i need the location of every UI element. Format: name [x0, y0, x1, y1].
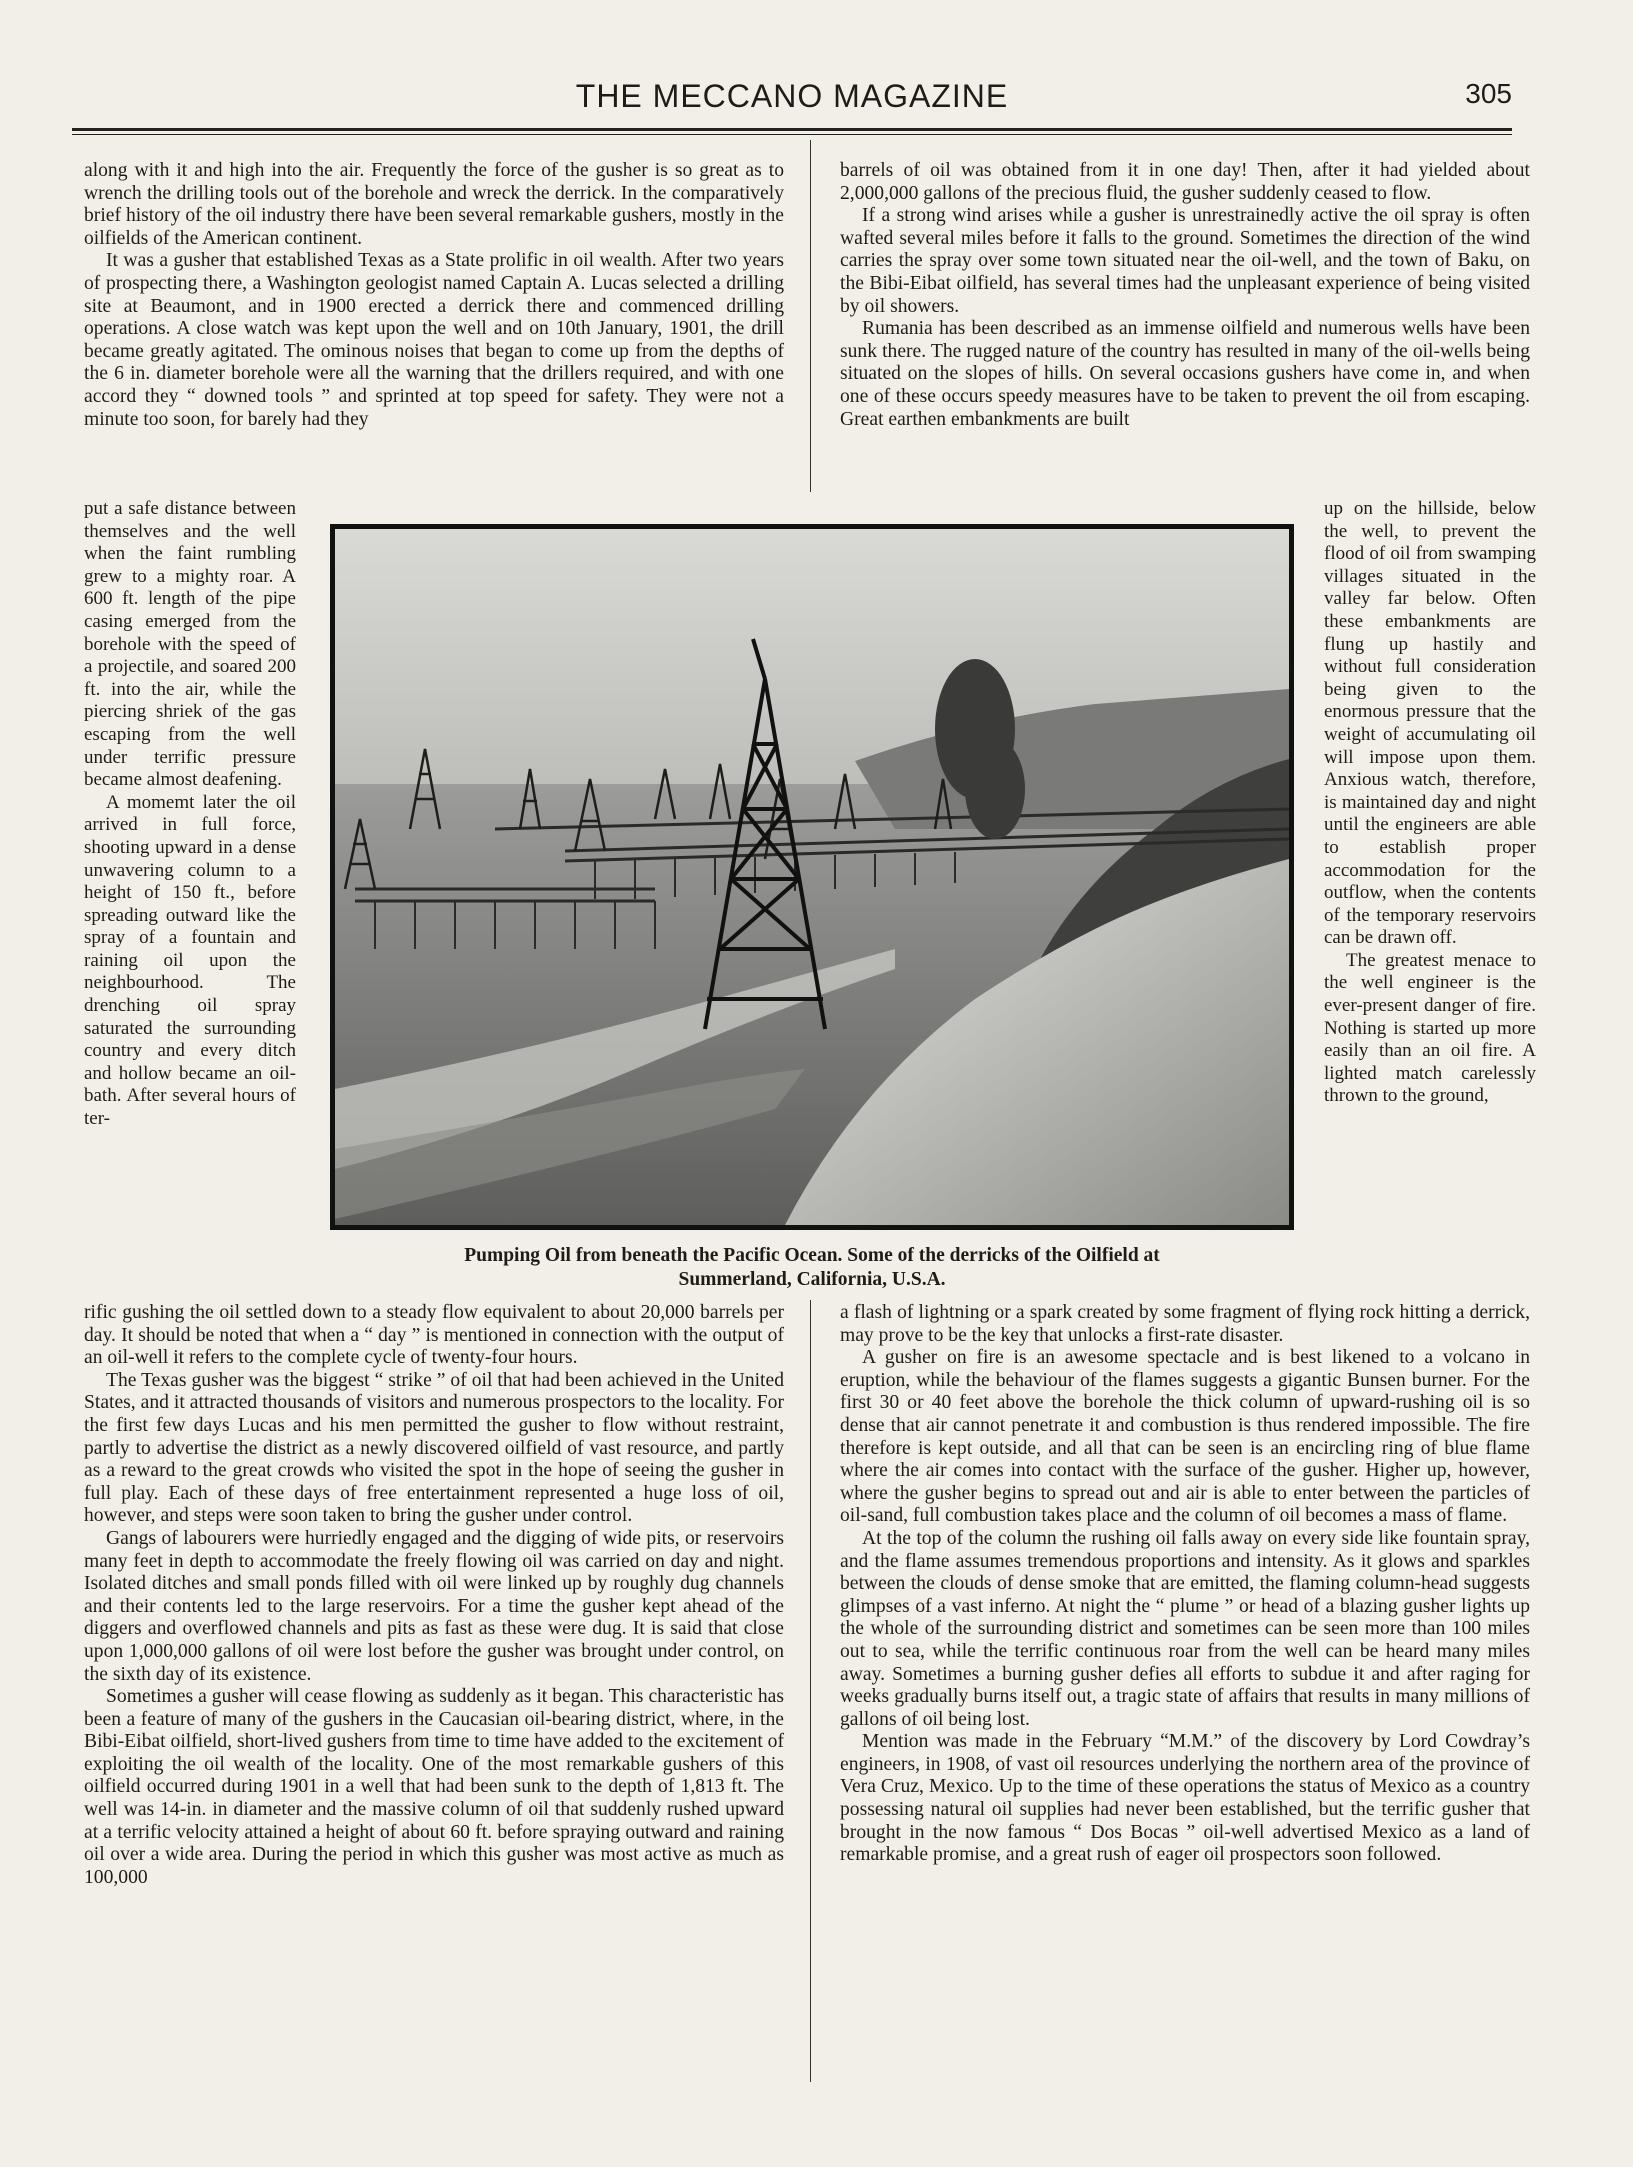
paragraph: It was a gusher that established Texas as a State prolific in oil wealth. After two years of prospecting there, a Washington geologist named Captain A. Lucas selected a drilling site at Beaumont, and in 1900 erected a derrick there and commenced drilling operations. A close watch was kept upon the well and on 10th January, 1901, the drill became greatly agitated. The ominous noises that began to come up from the depths of the 6 in. diameter borehole were all the warning that the drillers required, and with one accord they “ downed tools ” and sprinted at top speed for safety. They were not a minute too soon, for barely had they: [84, 250, 784, 430]
right-column-top: [840, 160, 1530, 500]
caption-line-2: Summerland, California, U.S.A.: [678, 1269, 946, 1290]
paragraph: A gusher on fire is an awesome spectacle and is best likened to a volcano in eruption, while the behaviour of the flames suggests a gigantic Bunsen burner. For the first 30 or 40 feet above the borehole the thick column of upward-rushing oil is so dense that air cannot penetrate it and combustion is thus rendered impossible. The fire therefore is kept outside, and all that can be seen is an encircling ring of blue flame where the air comes into contact with the surface of the gusher. Higher up, however, where the gusher begins to spread out and air is able to enter between the particles of oil-sand, full combustion takes place and the column of oil becomes a mass of flame.: [840, 1347, 1530, 1527]
paragraph: put a safe distance between themselves and the well when the faint rumbling grew to a mighty roar. A 600 ft. length of the pipe casing emerged from the borehole with the speed of a projectile, and soared 200 ft. into the air, while the piercing shriek of the gas escaping from the well under terrific pressure became almost deafening.: [84, 498, 296, 791]
right-narrow-column: [1324, 498, 1536, 1298]
header-rule-thick: [72, 128, 1512, 131]
header-rule-thin: [72, 134, 1512, 135]
left-narrow-column: [84, 498, 296, 1298]
left-column-top: [84, 160, 784, 500]
paragraph: a flash of lightning or a spark created by some fragment of flying rock hitting a derrick, may prove to be the key that unlocks a first-rate disaster.: [840, 1302, 1530, 1346]
paragraph: Sometimes a gusher will cease flowing as suddenly as it began. This characteristic has been a feature of many of the gushers in the Caucasian oil-bearing district, where, in the Bibi-Eibat oilfield, short-lived gushers from time to time have added to the excitement of exploiting the oil wealth of the locality. One of the most remarkable gushers of this oilfield occurred during 1901 in a well that had been sunk to the depth of 1,813 ft. The well was 14-in. in diameter and the massive column of oil that suddenly rushed upward at a terrific velocity attained a height of about 60 ft. before spraying outward and raining oil over a wide area. During the period in which this gusher was most active as much as 100,000: [84, 1686, 784, 1888]
page-header: [72, 78, 1512, 128]
paragraph: along with it and high into the air. Frequently the force of the gusher is so great as to wrench the drilling tools out of the borehole and wreck the derrick. In the comparatively brief history of the oil industry there have been several remarkable gushers, mostly in the oilfields of the American continent.: [84, 160, 784, 249]
magazine-title: THE MECCANO MAGAZINE: [575, 78, 1009, 114]
paragraph: At the top of the column the rushing oil falls away on every side like fountain spray, and the flame assumes tremendous proportions and intensity. As it glows and sparkles between the clouds of dense smoke that are emitted, the flaming column-head suggests glimpses of a vast inferno. At night the “ plume ” or head of a blazing gusher lights up the whole of the surrounding district and sometimes can be seen more than 100 miles out to sea, while the terrific continuous roar from the well can be heard many miles away. Sometimes a burning gusher defies all efforts to subdue it and after raging for weeks gradually burns itself out, a tragic state of affairs that results in many millions of gallons of oil being lost.: [840, 1527, 1530, 1730]
paragraph: The Texas gusher was the biggest “ strike ” of oil that had been achieved in the United States, and it attracted thousands of visitors and numerous prospectors to the locality. For the first few days Lucas and his men permitted the gusher to flow without restraint, partly to advertise the district as a newly discovered oilfield of vast resource, and partly as a reward to the great crowds who visited the spot in the hope of seeing the gusher in full play. Each of these days of free entertainment represented a huge loss of oil, however, and steps were soon taken to bring the gusher under control.: [84, 1369, 784, 1527]
paragraph: Mention was made in the February “M.M.” of the discovery by Lord Cowdray’s engineers, in 1908, of vast oil resources underlying the northern area of the province of Vera Cruz, Mexico. Up to the time of these operations the status of Mexico as a country possessing natural oil supplies had never been established, but the terrific gusher that brought in the now famous “ Dos Bocas ” oil-well advertised Mexico as a land of remarkable promise, and a great rush of eager oil prospectors soon followed.: [840, 1731, 1530, 1866]
paragraph: A momemt later the oil arrived in full force, shooting upward in a dense unwavering column to a height of 150 ft., before spreading outward like the spray of a fountain and raining oil upon the neighbourhood. The drenching oil spray saturated the surrounding country and every ditch and hollow became an oil-bath. After several hours of ter-: [84, 791, 296, 1130]
photo-caption: [320, 1244, 1304, 1292]
left-column-bottom: [84, 1302, 784, 2082]
paragraph: The greatest menace to the well engineer is the ever-present danger of fire. Nothing is started up more easily than an oil fire. A lighted match carelessly thrown to the ground,: [1324, 949, 1536, 1107]
paragraph: barrels of oil was obtained from it in one day! Then, after it had yielded about 2,000,000 gallons of the precious fluid, the gusher suddenly ceased to flow.: [840, 160, 1530, 204]
page-number: 305: [1465, 78, 1512, 109]
paragraph: Gangs of labourers were hurriedly engaged and the digging of wide pits, or reservoirs many feet in depth to accommodate the freely flowing oil was carried on day and night. Isolated ditches and small ponds filled with oil were linked up by roughly dug channels and their contents led to the large reservoirs. For a time the gusher kept ahead of the diggers and overflowed channels and pits as fast as these were dug. It is said that close upon 1,000,000 gallons of oil were lost before the gusher was brought under control, on the sixth day of its existence.: [84, 1527, 784, 1685]
caption-line-1: Pumping Oil from beneath the Pacific Ocean. Some of the derricks of the Oilfield at: [464, 1245, 1160, 1266]
right-column-bottom: [840, 1302, 1530, 2082]
paragraph: Rumania has been described as an immense oilfield and numerous wells have been sunk there. The rugged nature of the country has resulted in many of the oil-wells being situated on the slopes of hills. On several occasions gushers have come in, and when one of these occurs speedy measures have to be taken to prevent the oil from escaping. Great earthen embankments are built: [840, 318, 1530, 430]
paragraph: If a strong wind arises while a gusher is unrestrainedly active the oil spray is often wafted several miles before it falls to the ground. Sometimes the direction of the wind carries the spray over some town situated near the oil-well, and the town of Baku, on the Bibi-Eibat oilfield, has several times had the unpleasant experience of being visited by oil showers.: [840, 205, 1530, 317]
photo-illustration: [335, 529, 1289, 1225]
oilfield-photograph: [330, 524, 1294, 1230]
column-divider-top: [810, 140, 811, 492]
paragraph: up on the hillside, below the well, to prevent the flood of oil from swamping villages situated in the valley far below. Often these embankments are flung up hastily and without full consideration being given to the enormous pressure that the weight of accumulating oil will impose upon them. Anxious watch, therefore, is maintained day and night until the engineers are able to establish proper accommodation for the outflow, when the contents of the temporary reservoirs can be drawn off.: [1324, 498, 1536, 949]
paragraph: rific gushing the oil settled down to a steady flow equivalent to about 20,000 barrels per day. It should be noted that when a “ day ” is mentioned in connection with the output of an oil-well it refers to the complete cycle of twenty-four hours.: [84, 1302, 784, 1369]
column-divider-bottom: [810, 1300, 811, 2082]
